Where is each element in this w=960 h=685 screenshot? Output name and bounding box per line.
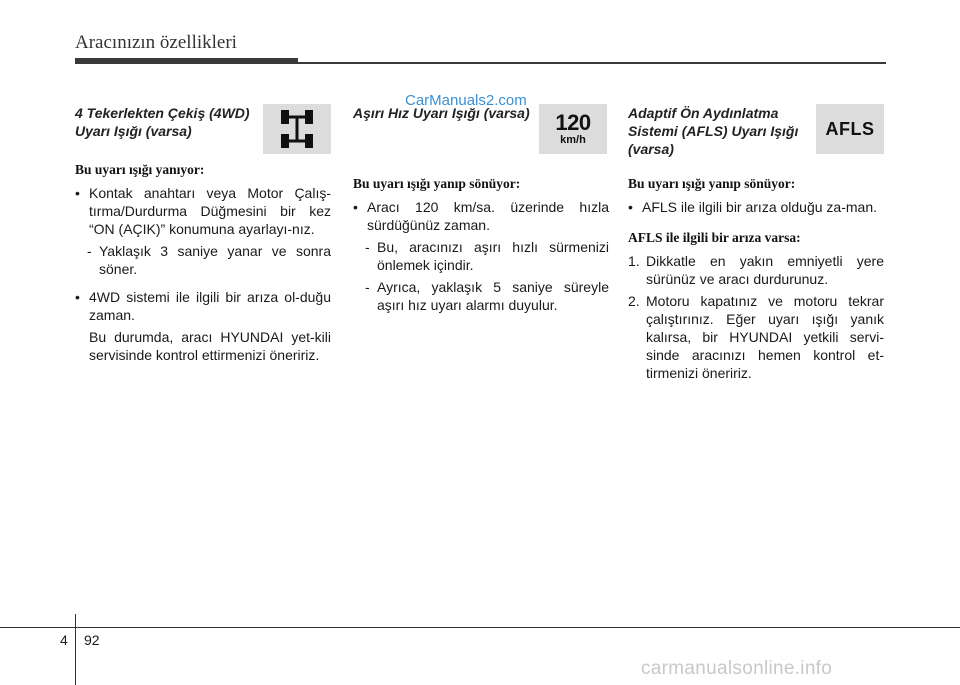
section-afls	[628, 104, 884, 392]
afls-indicator-icon-box	[816, 104, 884, 154]
subheading: Bu uyarı ışığı yanıp sönüyor:	[628, 176, 796, 191]
4wd-indicator-icon-box	[263, 104, 331, 154]
list-item: • AFLS ile ilgili bir arıza olduğu za-man.	[628, 199, 877, 215]
watermark-link[interactable]: CarManuals2.com	[405, 92, 527, 109]
footer-watermark: carmanualsonline.info	[641, 658, 833, 679]
list-item: • Kontak anahtarı veya Motor Çalış-tırma/Durdurma Düğmesini bir kez “ON (AÇIK)” konumuna ayarlayı-nız.	[75, 185, 331, 237]
section-title: Aşırı Hız Uyarı Işığı (varsa)	[353, 105, 530, 121]
footer-divider-horizontal	[0, 627, 960, 628]
section-title: 4 Tekerlekten Çekiş (4WD) Uyarı Işığı (varsa)	[75, 105, 250, 139]
afls-icon: AFLS	[825, 118, 875, 139]
subheading: AFLS ile ilgili bir arıza varsa:	[628, 230, 801, 245]
list-item: 1. Dikkatle en yakın emniyetli yere sürünüz ve aracı durdurunuz.	[628, 253, 884, 287]
list-item: • Aracı 120 km/sa. üzerinde hızla sürdüğünüz zaman.	[353, 199, 609, 233]
header-rule-thin	[298, 62, 886, 64]
speed-indicator-icon-box	[539, 104, 607, 154]
section-overspeed	[353, 104, 609, 324]
4wd-drivetrain-icon	[277, 107, 317, 151]
header-rule-thick	[75, 58, 298, 64]
subheading: Bu uyarı ışığı yanıp sönüyor:	[353, 176, 521, 191]
header-title: Aracınızın özellikleri	[75, 32, 237, 53]
paragraph: Bu durumda, aracı HYUNDAI yet-kili servisinde kontrol ettirmenizi öneririz.	[89, 329, 331, 363]
section-4wd	[75, 104, 331, 374]
chapter-number: 4	[60, 632, 68, 648]
list-subitem: - Ayrıca, yaklaşık 5 saniye süreyle aşırı hız uyarı alarmı duyulur.	[365, 279, 609, 313]
subheading: Bu uyarı ışığı yanıyor:	[75, 162, 205, 177]
page-number: 92	[84, 632, 100, 648]
speed-120-icon: 120 km/h	[555, 109, 591, 146]
list-item: 2. Motoru kapatınız ve motoru tekrar çalıştırınız. Eğer uyarı ışığı yanık kalırsa, bir HYUNDAI yetkili servi-sinde aracınızı hemen kontrol et-tirmenizi öneririz.	[628, 293, 884, 381]
list-subitem: - Yaklaşık 3 saniye yanar ve sonra söner.	[87, 243, 331, 277]
list-subitem: - Bu, aracınızı aşırı hızlı sürmenizi önlemek içindir.	[365, 239, 609, 273]
list-item: • 4WD sistemi ile ilgili bir arıza ol-duğu zaman.	[75, 289, 331, 323]
footer-divider-vertical	[75, 614, 76, 685]
section-title: Adaptif Ön Aydınlatma Sistemi (AFLS) Uyarı Işığı (varsa)	[628, 105, 799, 157]
